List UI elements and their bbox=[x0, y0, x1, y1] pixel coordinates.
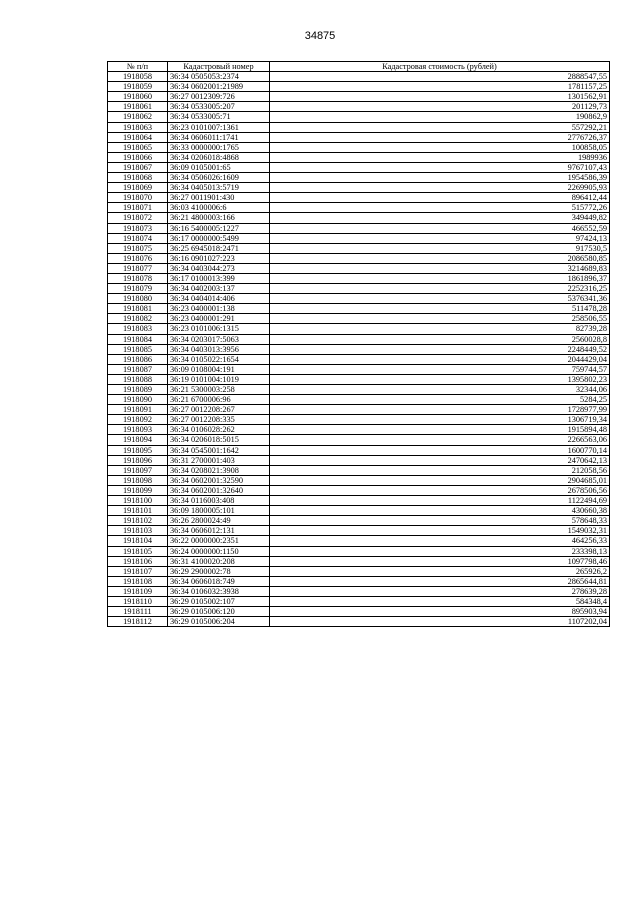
table-row bbox=[108, 122, 610, 132]
cadastral-number: 36:34 0203017:5063 bbox=[168, 334, 270, 344]
row-number: 1918058 bbox=[108, 72, 168, 82]
cadastral-value: 584348,4 bbox=[270, 596, 610, 606]
table-row bbox=[108, 273, 610, 283]
row-number: 1918066 bbox=[108, 152, 168, 162]
cadastral-value: 1861896,37 bbox=[270, 273, 610, 283]
cadastral-number: 36:23 0400001:138 bbox=[168, 304, 270, 314]
cadastral-value: 82739,28 bbox=[270, 324, 610, 334]
cadastral-value: 1107202,04 bbox=[270, 617, 610, 627]
cadastral-value: 97424,13 bbox=[270, 233, 610, 243]
cadastral-value: 5376341,36 bbox=[270, 294, 610, 304]
cadastral-value: 2269905,93 bbox=[270, 183, 610, 193]
table-row bbox=[108, 496, 610, 506]
row-number: 1918078 bbox=[108, 273, 168, 283]
row-number: 1918062 bbox=[108, 112, 168, 122]
column-header-cadastral-number: Кадастровый номер bbox=[168, 62, 270, 72]
cadastral-value: 895903,94 bbox=[270, 607, 610, 617]
cadastral-value: 2560028,8 bbox=[270, 334, 610, 344]
row-number: 1918072 bbox=[108, 213, 168, 223]
cadastral-value: 557292,21 bbox=[270, 122, 610, 132]
table-row bbox=[108, 425, 610, 435]
row-number: 1918106 bbox=[108, 556, 168, 566]
table-row bbox=[108, 102, 610, 112]
cadastral-number: 36:34 0533005:207 bbox=[168, 102, 270, 112]
cadastral-value: 2888547,55 bbox=[270, 72, 610, 82]
cadastral-number: 36:21 6700006:96 bbox=[168, 395, 270, 405]
table-row bbox=[108, 223, 610, 233]
row-number: 1918096 bbox=[108, 455, 168, 465]
table-row bbox=[108, 526, 610, 536]
row-number: 1918105 bbox=[108, 546, 168, 556]
cadastral-number: 36:09 0108004:191 bbox=[168, 364, 270, 374]
cadastral-value: 2470642,13 bbox=[270, 455, 610, 465]
cadastral-number: 36:31 4100020:208 bbox=[168, 556, 270, 566]
cadastral-value: 464256,33 bbox=[270, 536, 610, 546]
table-row bbox=[108, 193, 610, 203]
cadastral-number: 36:21 4800003:166 bbox=[168, 213, 270, 223]
table-row bbox=[108, 546, 610, 556]
cadastral-value: 265926,2 bbox=[270, 566, 610, 576]
cadastral-number: 36:17 0000000:5499 bbox=[168, 233, 270, 243]
cadastral-value: 1549032,31 bbox=[270, 526, 610, 536]
cadastral-value: 278639,28 bbox=[270, 586, 610, 596]
cadastral-value: 233398,13 bbox=[270, 546, 610, 556]
table-row bbox=[108, 253, 610, 263]
table-row bbox=[108, 556, 610, 566]
cadastral-number: 36:34 0606012:131 bbox=[168, 526, 270, 536]
cadastral-value: 3214689,83 bbox=[270, 263, 610, 273]
table-row bbox=[108, 243, 610, 253]
row-number: 1918083 bbox=[108, 324, 168, 334]
cadastral-number: 36:23 0101007:1361 bbox=[168, 122, 270, 132]
cadastral-number: 36:22 0000000:2351 bbox=[168, 536, 270, 546]
row-number: 1918069 bbox=[108, 183, 168, 193]
cadastral-value: 896412,44 bbox=[270, 193, 610, 203]
row-number: 1918097 bbox=[108, 465, 168, 475]
cadastral-value: 5284,25 bbox=[270, 395, 610, 405]
row-number: 1918070 bbox=[108, 193, 168, 203]
cadastral-number: 36:29 0105002:107 bbox=[168, 596, 270, 606]
cadastral-value: 190862,9 bbox=[270, 112, 610, 122]
row-number: 1918099 bbox=[108, 485, 168, 495]
cadastral-value: 1301562,91 bbox=[270, 92, 610, 102]
table-row bbox=[108, 566, 610, 576]
cadastral-number: 36:16 5400005:1227 bbox=[168, 223, 270, 233]
cadastral-number: 36:27 0012208:267 bbox=[168, 405, 270, 415]
row-number: 1918107 bbox=[108, 566, 168, 576]
table-row bbox=[108, 475, 610, 485]
row-number: 1918109 bbox=[108, 586, 168, 596]
cadastral-value: 2678506,56 bbox=[270, 485, 610, 495]
table-row bbox=[108, 173, 610, 183]
cadastral-number: 36:27 0011901:430 bbox=[168, 193, 270, 203]
table-header-row bbox=[108, 62, 610, 72]
table-row bbox=[108, 445, 610, 455]
cadastral-number: 36:19 0101004:1019 bbox=[168, 374, 270, 384]
table-row bbox=[108, 112, 610, 122]
cadastral-value: 917530,5 bbox=[270, 243, 610, 253]
table-row bbox=[108, 455, 610, 465]
cadastral-number: 36:34 0545001:1642 bbox=[168, 445, 270, 455]
table-row bbox=[108, 364, 610, 374]
cadastral-number: 36:23 0400001:291 bbox=[168, 314, 270, 324]
row-number: 1918079 bbox=[108, 284, 168, 294]
cadastral-value: 9767107,43 bbox=[270, 162, 610, 172]
cadastral-number: 36:34 0506026:1609 bbox=[168, 173, 270, 183]
table-row bbox=[108, 142, 610, 152]
cadastral-number: 36:27 0012309:726 bbox=[168, 92, 270, 102]
cadastral-number: 36:34 0402003:137 bbox=[168, 284, 270, 294]
table-row bbox=[108, 385, 610, 395]
row-number: 1918104 bbox=[108, 536, 168, 546]
row-number: 1918073 bbox=[108, 223, 168, 233]
cadastral-value: 212058,56 bbox=[270, 465, 610, 475]
cadastral-number: 36:27 0012208:335 bbox=[168, 415, 270, 425]
table-row bbox=[108, 576, 610, 586]
table-row bbox=[108, 92, 610, 102]
cadastral-number: 36:34 0404014:406 bbox=[168, 294, 270, 304]
cadastral-value: 201129,73 bbox=[270, 102, 610, 112]
table-row bbox=[108, 617, 610, 627]
cadastral-value: 258506,55 bbox=[270, 314, 610, 324]
cadastral-value: 1395802,23 bbox=[270, 374, 610, 384]
table-row bbox=[108, 485, 610, 495]
table-row bbox=[108, 344, 610, 354]
cadastral-value: 1989936 bbox=[270, 152, 610, 162]
cadastral-number: 36:34 0505053:2374 bbox=[168, 72, 270, 82]
row-number: 1918060 bbox=[108, 92, 168, 102]
cadastral-value: 2904685,01 bbox=[270, 475, 610, 485]
cadastral-value: 511478,28 bbox=[270, 304, 610, 314]
row-number: 1918108 bbox=[108, 576, 168, 586]
cadastral-number: 36:29 2900002:78 bbox=[168, 566, 270, 576]
cadastral-value: 578648,33 bbox=[270, 516, 610, 526]
table-row bbox=[108, 263, 610, 273]
cadastral-value: 1600770,14 bbox=[270, 445, 610, 455]
table-row bbox=[108, 203, 610, 213]
cadastral-number: 36:34 0106028:262 bbox=[168, 425, 270, 435]
cadastral-number: 36:34 0116003:408 bbox=[168, 496, 270, 506]
row-number: 1918087 bbox=[108, 364, 168, 374]
table-row bbox=[108, 435, 610, 445]
table-row bbox=[108, 233, 610, 243]
cadastral-number: 36:25 6945018:2471 bbox=[168, 243, 270, 253]
row-number: 1918063 bbox=[108, 122, 168, 132]
row-number: 1918065 bbox=[108, 142, 168, 152]
table-body bbox=[108, 72, 610, 627]
cadastral-number: 36:26 2800024:49 bbox=[168, 516, 270, 526]
cadastral-value: 1306719,34 bbox=[270, 415, 610, 425]
row-number: 1918061 bbox=[108, 102, 168, 112]
cadastral-number: 36:34 0533005:71 bbox=[168, 112, 270, 122]
row-number: 1918088 bbox=[108, 374, 168, 384]
row-number: 1918112 bbox=[108, 617, 168, 627]
cadastral-number: 36:34 0602001:21989 bbox=[168, 82, 270, 92]
table-row bbox=[108, 213, 610, 223]
cadastral-number: 36:34 0403044:273 bbox=[168, 263, 270, 273]
cadastral-value: 100858,05 bbox=[270, 142, 610, 152]
table-row bbox=[108, 183, 610, 193]
row-number: 1918071 bbox=[108, 203, 168, 213]
row-number: 1918074 bbox=[108, 233, 168, 243]
table-row bbox=[108, 152, 610, 162]
row-number: 1918103 bbox=[108, 526, 168, 536]
cadastral-number: 36:17 0100013:399 bbox=[168, 273, 270, 283]
row-number: 1918111 bbox=[108, 607, 168, 617]
cadastral-value: 1915894,48 bbox=[270, 425, 610, 435]
table-row bbox=[108, 314, 610, 324]
cadastral-number: 36:34 0208021:3908 bbox=[168, 465, 270, 475]
table-row bbox=[108, 516, 610, 526]
row-number: 1918081 bbox=[108, 304, 168, 314]
row-number: 1918094 bbox=[108, 435, 168, 445]
cadastral-value: 2252316,25 bbox=[270, 284, 610, 294]
table-row bbox=[108, 132, 610, 142]
cadastral-value: 1954586,39 bbox=[270, 173, 610, 183]
row-number: 1918100 bbox=[108, 496, 168, 506]
table-row bbox=[108, 596, 610, 606]
cadastral-number: 36:34 0606011:1741 bbox=[168, 132, 270, 142]
column-header-number: № п/п bbox=[108, 62, 168, 72]
table-row bbox=[108, 506, 610, 516]
cadastral-number: 36:34 0105022:1654 bbox=[168, 354, 270, 364]
row-number: 1918098 bbox=[108, 475, 168, 485]
row-number: 1918064 bbox=[108, 132, 168, 142]
row-number: 1918068 bbox=[108, 173, 168, 183]
table-row bbox=[108, 294, 610, 304]
row-number: 1918085 bbox=[108, 344, 168, 354]
row-number: 1918089 bbox=[108, 385, 168, 395]
page-number: 34875 bbox=[304, 30, 336, 42]
row-number: 1918080 bbox=[108, 294, 168, 304]
cadastral-number: 36:34 0606018:749 bbox=[168, 576, 270, 586]
row-number: 1918090 bbox=[108, 395, 168, 405]
cadastral-value: 2266563,06 bbox=[270, 435, 610, 445]
cadastral-number: 36:09 1800005:101 bbox=[168, 506, 270, 516]
cadastral-value-table bbox=[107, 61, 610, 627]
table-row bbox=[108, 536, 610, 546]
table-row bbox=[108, 465, 610, 475]
row-number: 1918110 bbox=[108, 596, 168, 606]
cadastral-number: 36:31 2700001:403 bbox=[168, 455, 270, 465]
table-row bbox=[108, 607, 610, 617]
table-row bbox=[108, 374, 610, 384]
cadastral-value: 2044429,04 bbox=[270, 354, 610, 364]
row-number: 1918076 bbox=[108, 253, 168, 263]
row-number: 1918095 bbox=[108, 445, 168, 455]
cadastral-value: 2248449,52 bbox=[270, 344, 610, 354]
cadastral-number: 36:34 0206018:4868 bbox=[168, 152, 270, 162]
cadastral-number: 36:34 0106032:3938 bbox=[168, 586, 270, 596]
cadastral-number: 36:34 0206018:5015 bbox=[168, 435, 270, 445]
row-number: 1918102 bbox=[108, 516, 168, 526]
row-number: 1918092 bbox=[108, 415, 168, 425]
table-row bbox=[108, 304, 610, 314]
cadastral-value: 1781157,25 bbox=[270, 82, 610, 92]
cadastral-number: 36:16 0901027:223 bbox=[168, 253, 270, 263]
table-row bbox=[108, 324, 610, 334]
cadastral-value: 515772,26 bbox=[270, 203, 610, 213]
row-number: 1918067 bbox=[108, 162, 168, 172]
cadastral-value: 349449,82 bbox=[270, 213, 610, 223]
cadastral-number: 36:03 4100006:6 bbox=[168, 203, 270, 213]
column-header-cadastral-value: Кадастровая стоимость (рублей) bbox=[270, 62, 610, 72]
table-row bbox=[108, 284, 610, 294]
cadastral-value: 759744,57 bbox=[270, 364, 610, 374]
cadastral-value: 2086580,85 bbox=[270, 253, 610, 263]
row-number: 1918077 bbox=[108, 263, 168, 273]
cadastral-number: 36:33 0000000:1765 bbox=[168, 142, 270, 152]
row-number: 1918086 bbox=[108, 354, 168, 364]
cadastral-number: 36:34 0602001:32590 bbox=[168, 475, 270, 485]
cadastral-number: 36:34 0403013:3956 bbox=[168, 344, 270, 354]
row-number: 1918059 bbox=[108, 82, 168, 92]
table-row bbox=[108, 72, 610, 82]
cadastral-value: 2776726,37 bbox=[270, 132, 610, 142]
table-row bbox=[108, 415, 610, 425]
cadastral-value: 1097798,46 bbox=[270, 556, 610, 566]
cadastral-number: 36:23 0101006:1315 bbox=[168, 324, 270, 334]
row-number: 1918091 bbox=[108, 405, 168, 415]
table-row bbox=[108, 586, 610, 596]
row-number: 1918101 bbox=[108, 506, 168, 516]
row-number: 1918084 bbox=[108, 334, 168, 344]
table-row bbox=[108, 162, 610, 172]
cadastral-value: 1122494,69 bbox=[270, 496, 610, 506]
row-number: 1918075 bbox=[108, 243, 168, 253]
row-number: 1918082 bbox=[108, 314, 168, 324]
table-row bbox=[108, 334, 610, 344]
cadastral-number: 36:29 0105006:204 bbox=[168, 617, 270, 627]
cadastral-value: 2865644,81 bbox=[270, 576, 610, 586]
row-number: 1918093 bbox=[108, 425, 168, 435]
cadastral-number: 36:09 0105001:65 bbox=[168, 162, 270, 172]
cadastral-value: 1728977,99 bbox=[270, 405, 610, 415]
cadastral-value: 32344,06 bbox=[270, 385, 610, 395]
table-row bbox=[108, 354, 610, 364]
table-row bbox=[108, 405, 610, 415]
cadastral-number: 36:21 5300003:258 bbox=[168, 385, 270, 395]
table-row bbox=[108, 395, 610, 405]
cadastral-number: 36:34 0405013:5719 bbox=[168, 183, 270, 193]
table-row bbox=[108, 82, 610, 92]
cadastral-number: 36:34 0602001:32640 bbox=[168, 485, 270, 495]
cadastral-number: 36:29 0105006:120 bbox=[168, 607, 270, 617]
cadastral-value: 466552,59 bbox=[270, 223, 610, 233]
cadastral-number: 36:24 0000000:1150 bbox=[168, 546, 270, 556]
cadastral-value: 430660,38 bbox=[270, 506, 610, 516]
